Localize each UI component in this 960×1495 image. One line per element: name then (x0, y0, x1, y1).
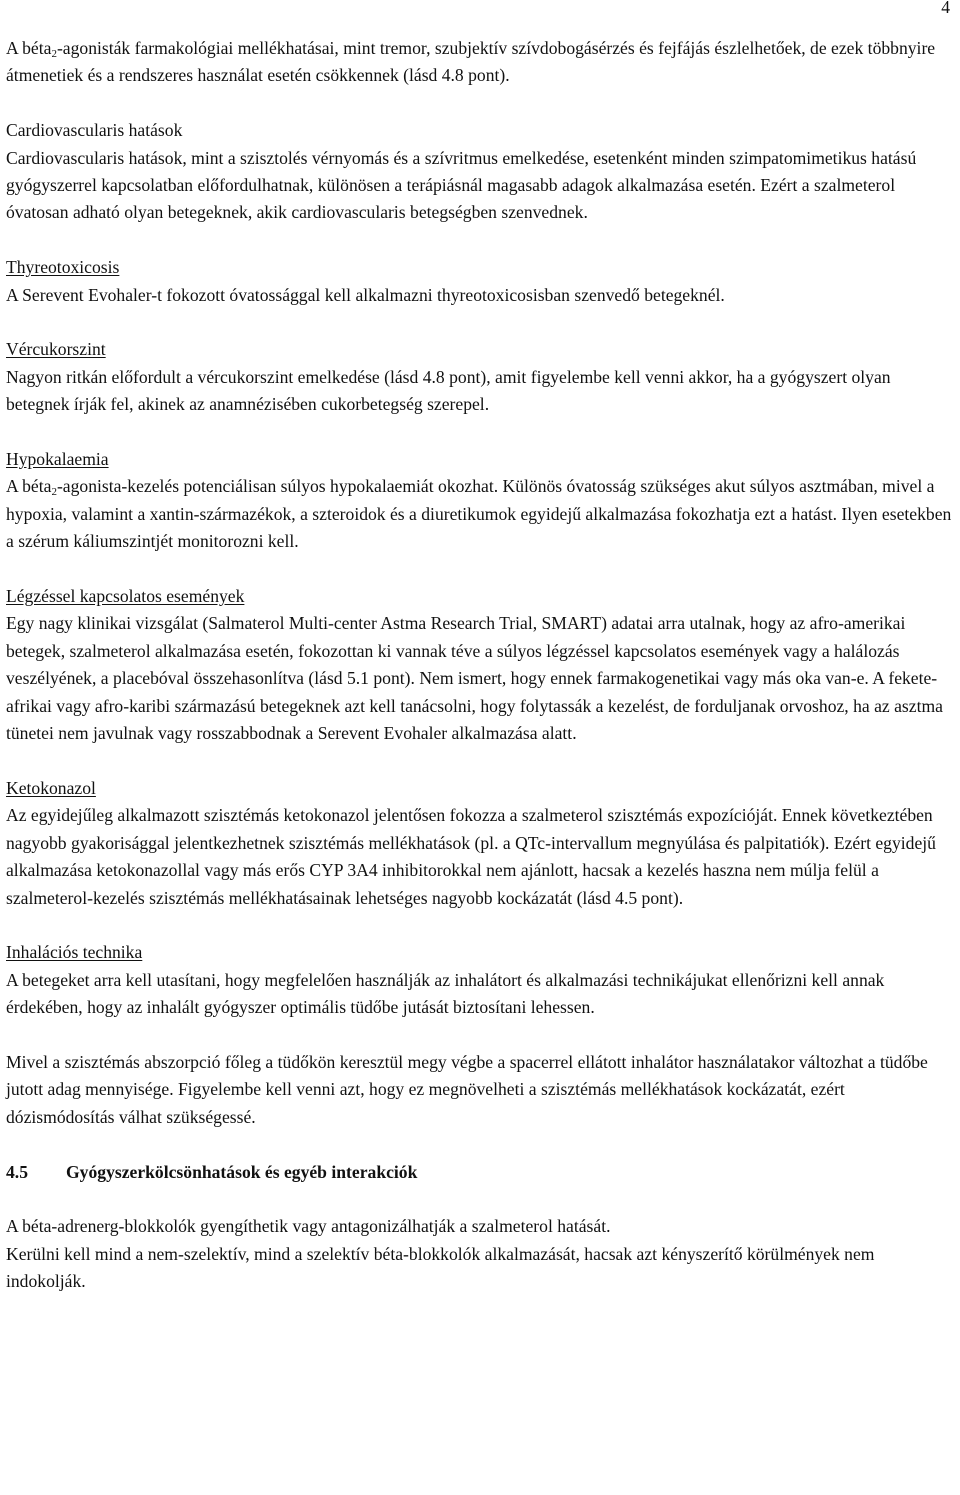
spacer (6, 747, 956, 774)
cardio-paragraph: Cardiovascularis hatások, mint a szisztolés vérnyomás és a szívritmus emelkedése, esetenként minden szimpatomimetikus hatású gyógyszerrel kapcsolatban előfordulhatnak, különösen a terápiásnál magasabb adagok alkalmazása esetén. Ezért a szalmeterol óvatosan adható olyan betegeknek, akik cardiovascularis betegségben szenvednek. (6, 147, 917, 223)
section-line-1: A béta-adrenerg-blokkolók gyengíthetik vagy antagonizálhatják a szalmeterol hatását. (6, 1216, 611, 1237)
spacer (6, 1022, 956, 1049)
hypokalaemia-heading: Hypokalaemia (6, 449, 109, 470)
spacer (6, 556, 956, 583)
spacer (6, 90, 956, 117)
section-heading (6, 1159, 956, 1186)
cardio-heading: Cardiovascularis hatások (6, 120, 183, 141)
spacer (6, 1186, 956, 1213)
ketoconazole-heading: Ketokonazol (6, 777, 96, 798)
respiratory-paragraph: Egy nagy klinikai vizsgálat (Salmaterol Multi-center Astma Research Trial, SMART) adatai arra utalnak, hogy az afro-amerikai betegek, szalmeterol alkalmazása esetén, fokozottan ki vannak téve a súlyos légzéssel kapcsolatos események vagy a halálozás veszélyének, a placebóval összehasonlítva (lásd 5.1 pont). Nem ismert, hogy ennek farmakogenetikai vagy más oka van-e. A fekete-afrikai vagy afro-karibi származású betegeknek azt kell tanácsolni, hogy folytassák a kezelést, de forduljanak orvoshoz, ha az asztma tünetei nem javulnak vagy rosszabbodnak a Serevent Evohaler alkalmazása alatt. (6, 613, 943, 744)
hypokalaemia-paragraph (6, 473, 956, 555)
section-number: 4.5 (6, 1161, 28, 1182)
blood-sugar-heading: Vércukorszint (6, 339, 106, 360)
spacer (6, 227, 956, 254)
intro-paragraph (6, 35, 956, 90)
intro-text-b: -agonisták farmakológiai mellékhatásai, mint tremor, szubjektív szívdobogásérzés és fejfájás észlelhetőek, de ezek többnyire átmenetiek és a rendszeres használat esetén csökkennek (lásd 4.8 pont). (6, 38, 936, 86)
section-line-2: Kerülni kell mind a nem-szelektív, mind a szelektív béta-blokkolók alkalmazását, hacsak azt kényszerítő körülmények nem indokolják. (6, 1243, 875, 1292)
section-title: Gyógyszerkölcsönhatások és egyéb interakciók (66, 1161, 418, 1182)
document-body (6, 35, 956, 1296)
thyro-heading: Thyreotoxicosis (6, 257, 120, 278)
inhalation-paragraph-2: Mivel a szisztémás abszorpció főleg a tüdőkön keresztül megy végbe a spacerrel ellátott inhalátor használatakor változhat a tüdőbe jutott adag mennyisége. Figyelembe kell venni azt, hogy ez megnövelheti a szisztémás mellékhatások kockázatát, ezért dózismódosítás válhat szükségessé. (6, 1051, 928, 1127)
blood-sugar-paragraph: Nagyon ritkán előfordult a vércukorszint emelkedése (lásd 4.8 pont), amit figyelembe kell venni akkor, ha a gyógyszert olyan betegnek írják fel, akinek az anamnézisében cukorbetegség szerepel. (6, 366, 891, 415)
ketoconazole-paragraph: Az egyidejűleg alkalmazott szisztémás ketokonazol jelentősen fokozza a szalmeterol szisztémás expozícióját. Ennek következtében nagyobb gyakorisággal jelentkezhetnek szisztémás mellékhatások (pl. a QTc-intervallum megnyúlása és palpitatiók). Ezért egyidejű alkalmazása ketokonazollal vagy más erős CYP 3A4 inhibitorokkal nem ajánlott, hacsak a kezelés haszna nem múlja felül a szalmeterol-kezelés szisztémás mellékhatásainak lehetséges nagyobb kockázatát (lásd 4.5 pont). (6, 805, 936, 908)
spacer (6, 309, 956, 336)
thyro-paragraph: A Serevent Evohaler-t fokozott óvatossággal kell alkalmazni thyreotoxicosisban szenvedő betegeknél. (6, 284, 725, 305)
page-number: 4 (941, 0, 950, 17)
hypokalaemia-text-b: -agonista-kezelés potenciálisan súlyos hypokalaemiát okozhat. Különös óvatosság szükséges akut súlyos asztmában, mivel a hypoxia, valamint a xantin-származékok, a szteroidok és a diuretikumok egyidejű alkalmazása fokozhatja ezt a hatást. Ilyen esetekben a szérum káliumszintjét monitorozni kell. (6, 476, 952, 552)
intro-text-a: A béta (6, 38, 52, 58)
spacer (6, 419, 956, 446)
inhalation-paragraph-1: A betegeket arra kell utasítani, hogy megfelelően használják az inhalátort és alkalmazási technikájukat ellenőrizni kell annak érdekében, hogy az inhalált gyógyszer optimális tüdőbe jutását biztosítani lehessen. (6, 969, 885, 1018)
spacer (6, 1131, 956, 1158)
hypokalaemia-text-a: A béta (6, 476, 52, 497)
hypokalaemia-subscript: 2 (51, 486, 57, 499)
inhalation-heading: Inhalációs technika (6, 942, 143, 963)
intro-subscript: 2 (51, 48, 57, 60)
respiratory-heading: Légzéssel kapcsolatos események (6, 586, 245, 607)
spacer (6, 912, 956, 939)
